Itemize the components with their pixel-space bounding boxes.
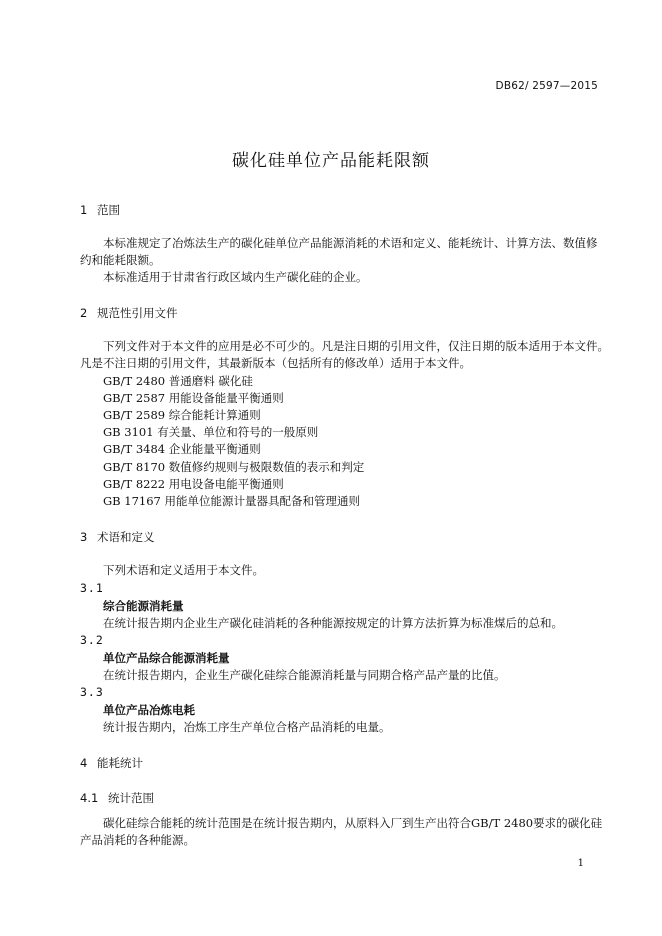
reference-item: GB/T 2587 用能设备能量平衡通则 [103,391,284,405]
term-definition: 在统计报告期内，企业生产碳化硅综合能源消耗量与同期合格产品产量的比值。 [103,668,506,682]
section-4-heading [80,755,143,771]
subsection-4-1-heading [80,790,154,806]
term-name: 综合能源消耗量 [103,599,184,613]
section-title: 术语和定义 [97,530,155,544]
document-code: DB62/ 2597—2015 [495,80,598,92]
section-title: 范围 [97,203,120,217]
paragraph: 下列文件对于本文件的应用是必不可少的。凡是注日期的引用文件，仅注日期的版本适用于本文件。 [103,339,609,353]
term-name: 单位产品冶炼电耗 [103,703,195,717]
subsection-number: 4.1 [80,791,99,805]
section-number: 1 [80,203,88,217]
reference-item: GB/T 3484 企业能量平衡通则 [103,442,261,456]
term-definition: 统计报告期内，冶炼工序生产单位合格产品消耗的电量。 [103,720,391,734]
section-number: 4 [80,756,88,770]
paragraph: 本标准规定了冶炼法生产的碳化硅单位产品能源消耗的术语和定义、能耗统计、计算方法、数值修 [103,236,598,250]
reference-item: GB/T 8222 用电设备电能平衡通则 [103,477,284,491]
page-number: 1 [577,858,584,869]
section-3-heading [80,529,155,545]
clause-number: 3.1 [80,581,104,595]
paragraph-continuation: 约和能耗限额。 [80,253,161,267]
document-title: 碳化硅单位产品能耗限额 [232,151,430,171]
term-name: 单位产品综合能源消耗量 [103,651,230,665]
subsection-title: 统计范围 [108,791,154,805]
section-number: 2 [80,306,88,320]
clause-number: 3.3 [80,685,104,699]
section-2-heading [80,305,178,321]
reference-item: GB/T 2589 综合能耗计算通则 [103,408,261,422]
paragraph: 本标准适用于甘肃省行政区域内生产碳化硅的企业。 [103,270,368,284]
reference-item: GB/T 2480 普通磨料 碳化硅 [103,374,253,388]
reference-item: GB 17167 用能单位能源计量器具配备和管理通则 [103,494,361,508]
section-1-heading [80,202,120,218]
reference-item: GB 3101 有关量、单位和符号的一般原则 [103,425,319,439]
paragraph: 碳化硅综合能耗的统计范围是在统计报告期内，从原料入厂到生产出符合GB/T 2480要求的碳化硅 [103,816,603,830]
paragraph: 下列术语和定义适用于本文件。 [103,563,264,577]
paragraph-continuation: 凡是不注日期的引用文件，其最新版本（包括所有的修改单）适用于本文件。 [80,356,471,370]
term-definition: 在统计报告期内企业生产碳化硅消耗的各种能源按规定的计算方法折算为标准煤后的总和。 [103,616,563,630]
section-number: 3 [80,530,88,544]
clause-number: 3.2 [80,633,104,647]
section-title: 能耗统计 [97,756,143,770]
reference-item: GB/T 8170 数值修约规则与极限数值的表示和判定 [103,460,365,474]
paragraph-continuation: 产品消耗的各种能源。 [80,833,195,847]
section-title: 规范性引用文件 [97,306,178,320]
